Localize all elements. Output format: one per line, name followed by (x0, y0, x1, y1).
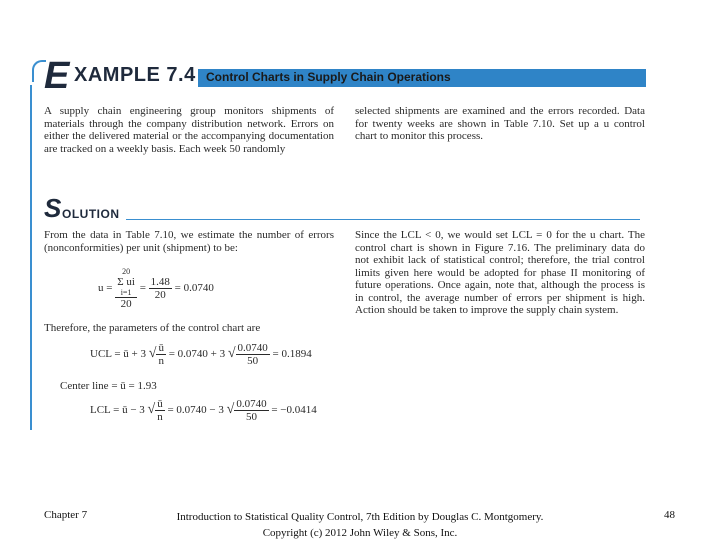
solution-initial: S (44, 193, 62, 223)
ubar-result: = 0.0740 (174, 282, 214, 295)
margin-rule (30, 85, 32, 430)
solution-rule (126, 219, 640, 220)
ubar-value-fraction: $\frac{1.48}{20}$ (150, 276, 170, 301)
lcl-result: = −0.0414 (271, 404, 317, 417)
solution-text-left: From the data in Table 7.10, we estimate the number of errors (nonconformities) per unit (shipment) to be: (44, 229, 334, 254)
example-title: Control Charts in Supply Chain Operations (206, 70, 451, 84)
example-title-bar (198, 69, 646, 87)
example-number: XAMPLE 7.4 (74, 64, 196, 86)
solution-text-parameters: Therefore, the parameters of the control chart are (44, 322, 261, 334)
ubar-sum-fraction: 20 Σ ui i=1 20 (117, 267, 135, 310)
example-text-right: selected shipments are examined and the errors recorded. Data for twenty weeks are shown in Table 7.10. Set up a u control chart to monitor this process. (355, 105, 645, 142)
center-line-value: = ū = 1.93 (111, 380, 157, 392)
ucl-result: = 0.1894 (272, 348, 312, 361)
footer-page-number: 48 (664, 509, 675, 521)
ucl-equation: UCL = ū + 3 √ $\frac{ū}{n}$ = 0.0740 + 3 √ $\frac{0.0740}{50}$ = 0.1894 (90, 342, 312, 367)
example-initial: E (44, 55, 70, 97)
footer-citation-line2: Copyright (c) 2012 John Wiley & Sons, Inc. (262, 527, 458, 539)
ubar-equation: u = 20 Σ ui i=1 20 = $\frac{1.48}{20}$ = 0.0740 (98, 267, 214, 310)
solution-text-right: Since the LCL < 0, we would set LCL = 0 for the u chart. The control chart is shown in Figure 7.16. The preliminary data do not exhibit lack of statistical control; therefore, the trial control limits given here would be adopted for phase II monitoring of future operations. Once again, note that, although the process is in control, the average number of errors per shipment is high. Action should be taken to improve the supply chain system. (355, 229, 645, 316)
ubar-lhs: u = (98, 282, 113, 295)
example-text-left: A supply chain engineering group monitors shipments of materials through the company distribution network. Errors on either the delivered material or the accompanying documentation are tracked on a weekly basis. Each week 50 randomly (44, 105, 334, 155)
textbook-excerpt (30, 55, 670, 435)
lcl-equation: LCL = ū − 3 √ $\frac{ū}{n}$ = 0.0740 − 3 √ $\frac{0.0740}{50}$ = −0.0414 (90, 398, 317, 423)
solution-heading: OLUTION (62, 207, 120, 221)
center-line-equation: Center line = ū = 1.93 (60, 380, 157, 392)
footer-citation-line1: Introduction to Statistical Quality Control, 7th Edition by Douglas C. Montgomery. (176, 511, 544, 523)
footer-chapter: Chapter 7 (44, 509, 88, 521)
footer-citation (150, 509, 570, 541)
